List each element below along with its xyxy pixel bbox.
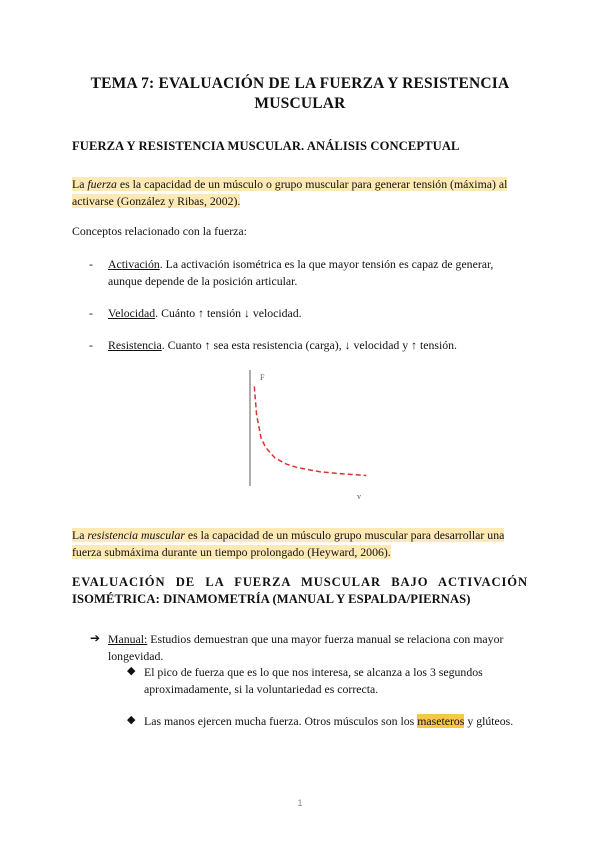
def-res-line1: es la capacidad de un músculo grupo muscular para desarrollar una [184,528,505,542]
title-line-1: TEMA 7: EVALUACIÓN DE LA FUERZA Y RESISTENCIA [90,75,510,92]
bullet-resistencia [108,337,457,354]
bullet-text-velocidad: . Cuánto ↑ tensión ↓ velocidad. [155,306,302,320]
def-res-pre: La [72,528,88,542]
bullet-velocidad [108,305,302,322]
bullet-text-resistencia: . Cuanto ↑ sea esta resistencia (carga), ↓ velocidad y ↑ tensión. [161,338,457,352]
diamond-bullet-icon: ◆ [127,714,136,726]
manual-line1: Estudios demuestran que una mayor fuerza manual se relaciona con mayor [147,632,504,646]
definition-resistencia [72,527,532,561]
sub1-line2: aproximadamente, si la voluntariedad es correcta. [144,682,379,696]
def-fuerza-pre: La [72,177,88,191]
manual-sub-bullet-1 [144,664,528,698]
def-fuerza-line2: activarse (González y Ribas, 2002). [72,194,241,208]
sub1-line1: El pico de fuerza que es lo que nos interesa, se alcanza a los 3 segundos [144,665,483,679]
def-fuerza-line1: es la capacidad de un músculo o grupo muscular para generar tensión (máxima) al [116,177,508,191]
manual-line2: longevidad. [108,649,164,663]
conceptos-intro: Conceptos relacionado con la fuerza: [72,224,247,238]
manual-label: Manual: [108,632,148,646]
section2-line-1: EVALUACIÓN DE LA FUERZA MUSCULAR BAJO ACTIVACIÓN [72,575,528,589]
section-heading-1: FUERZA Y RESISTENCIA MUSCULAR. ANÁLISIS CONCEPTUAL [72,139,460,153]
bullet-label-velocidad: Velocidad [108,306,156,320]
sub2-pre: Las manos ejercen mucha fuerza. Otros músculos son los [144,714,418,728]
bullet-activacion [108,256,528,290]
bullet-text-activacion: . La activación isométrica es la que mayor tensión es capaz de generar, [159,257,494,271]
section-heading-2 [72,575,528,607]
bullet-text-activacion-2: aunque depende de la posición articular. [108,274,298,288]
manual-paragraph [108,631,528,665]
arrow-right-icon: ➔ [90,631,101,645]
dash-marker: - [89,257,93,271]
sub2-highlight: maseteros [417,714,465,728]
dash-marker: - [89,306,93,320]
manual-sub-bullet-2 [144,713,513,730]
diamond-bullet-icon: ◆ [127,665,136,677]
sub2-post: y glúteos. [464,714,514,728]
bullet-label-resistencia: Resistencia [108,338,162,352]
title-line-2: MUSCULAR [254,95,346,112]
chart-xlabel: v [357,492,361,501]
chart-series-line [254,386,366,475]
def-res-line2: fuerza submáxima durante un tiempo prolongado (Heyward, 2006). [72,545,391,559]
dash-marker: - [89,338,93,352]
force-velocity-chart [240,362,390,507]
term-fuerza: fuerza [87,177,117,191]
bullet-label-activacion: Activación [108,257,160,271]
section2-line-2: ISOMÉTRICA: DINAMOMETRÍA (MANUAL Y ESPALDA/PIERNAS) [72,592,471,606]
page-number: 1 [297,798,303,808]
chart-ylabel: F [260,373,265,382]
definition-fuerza [72,176,532,210]
page-title [60,74,540,114]
term-resistencia: resistencia muscular [87,528,185,542]
